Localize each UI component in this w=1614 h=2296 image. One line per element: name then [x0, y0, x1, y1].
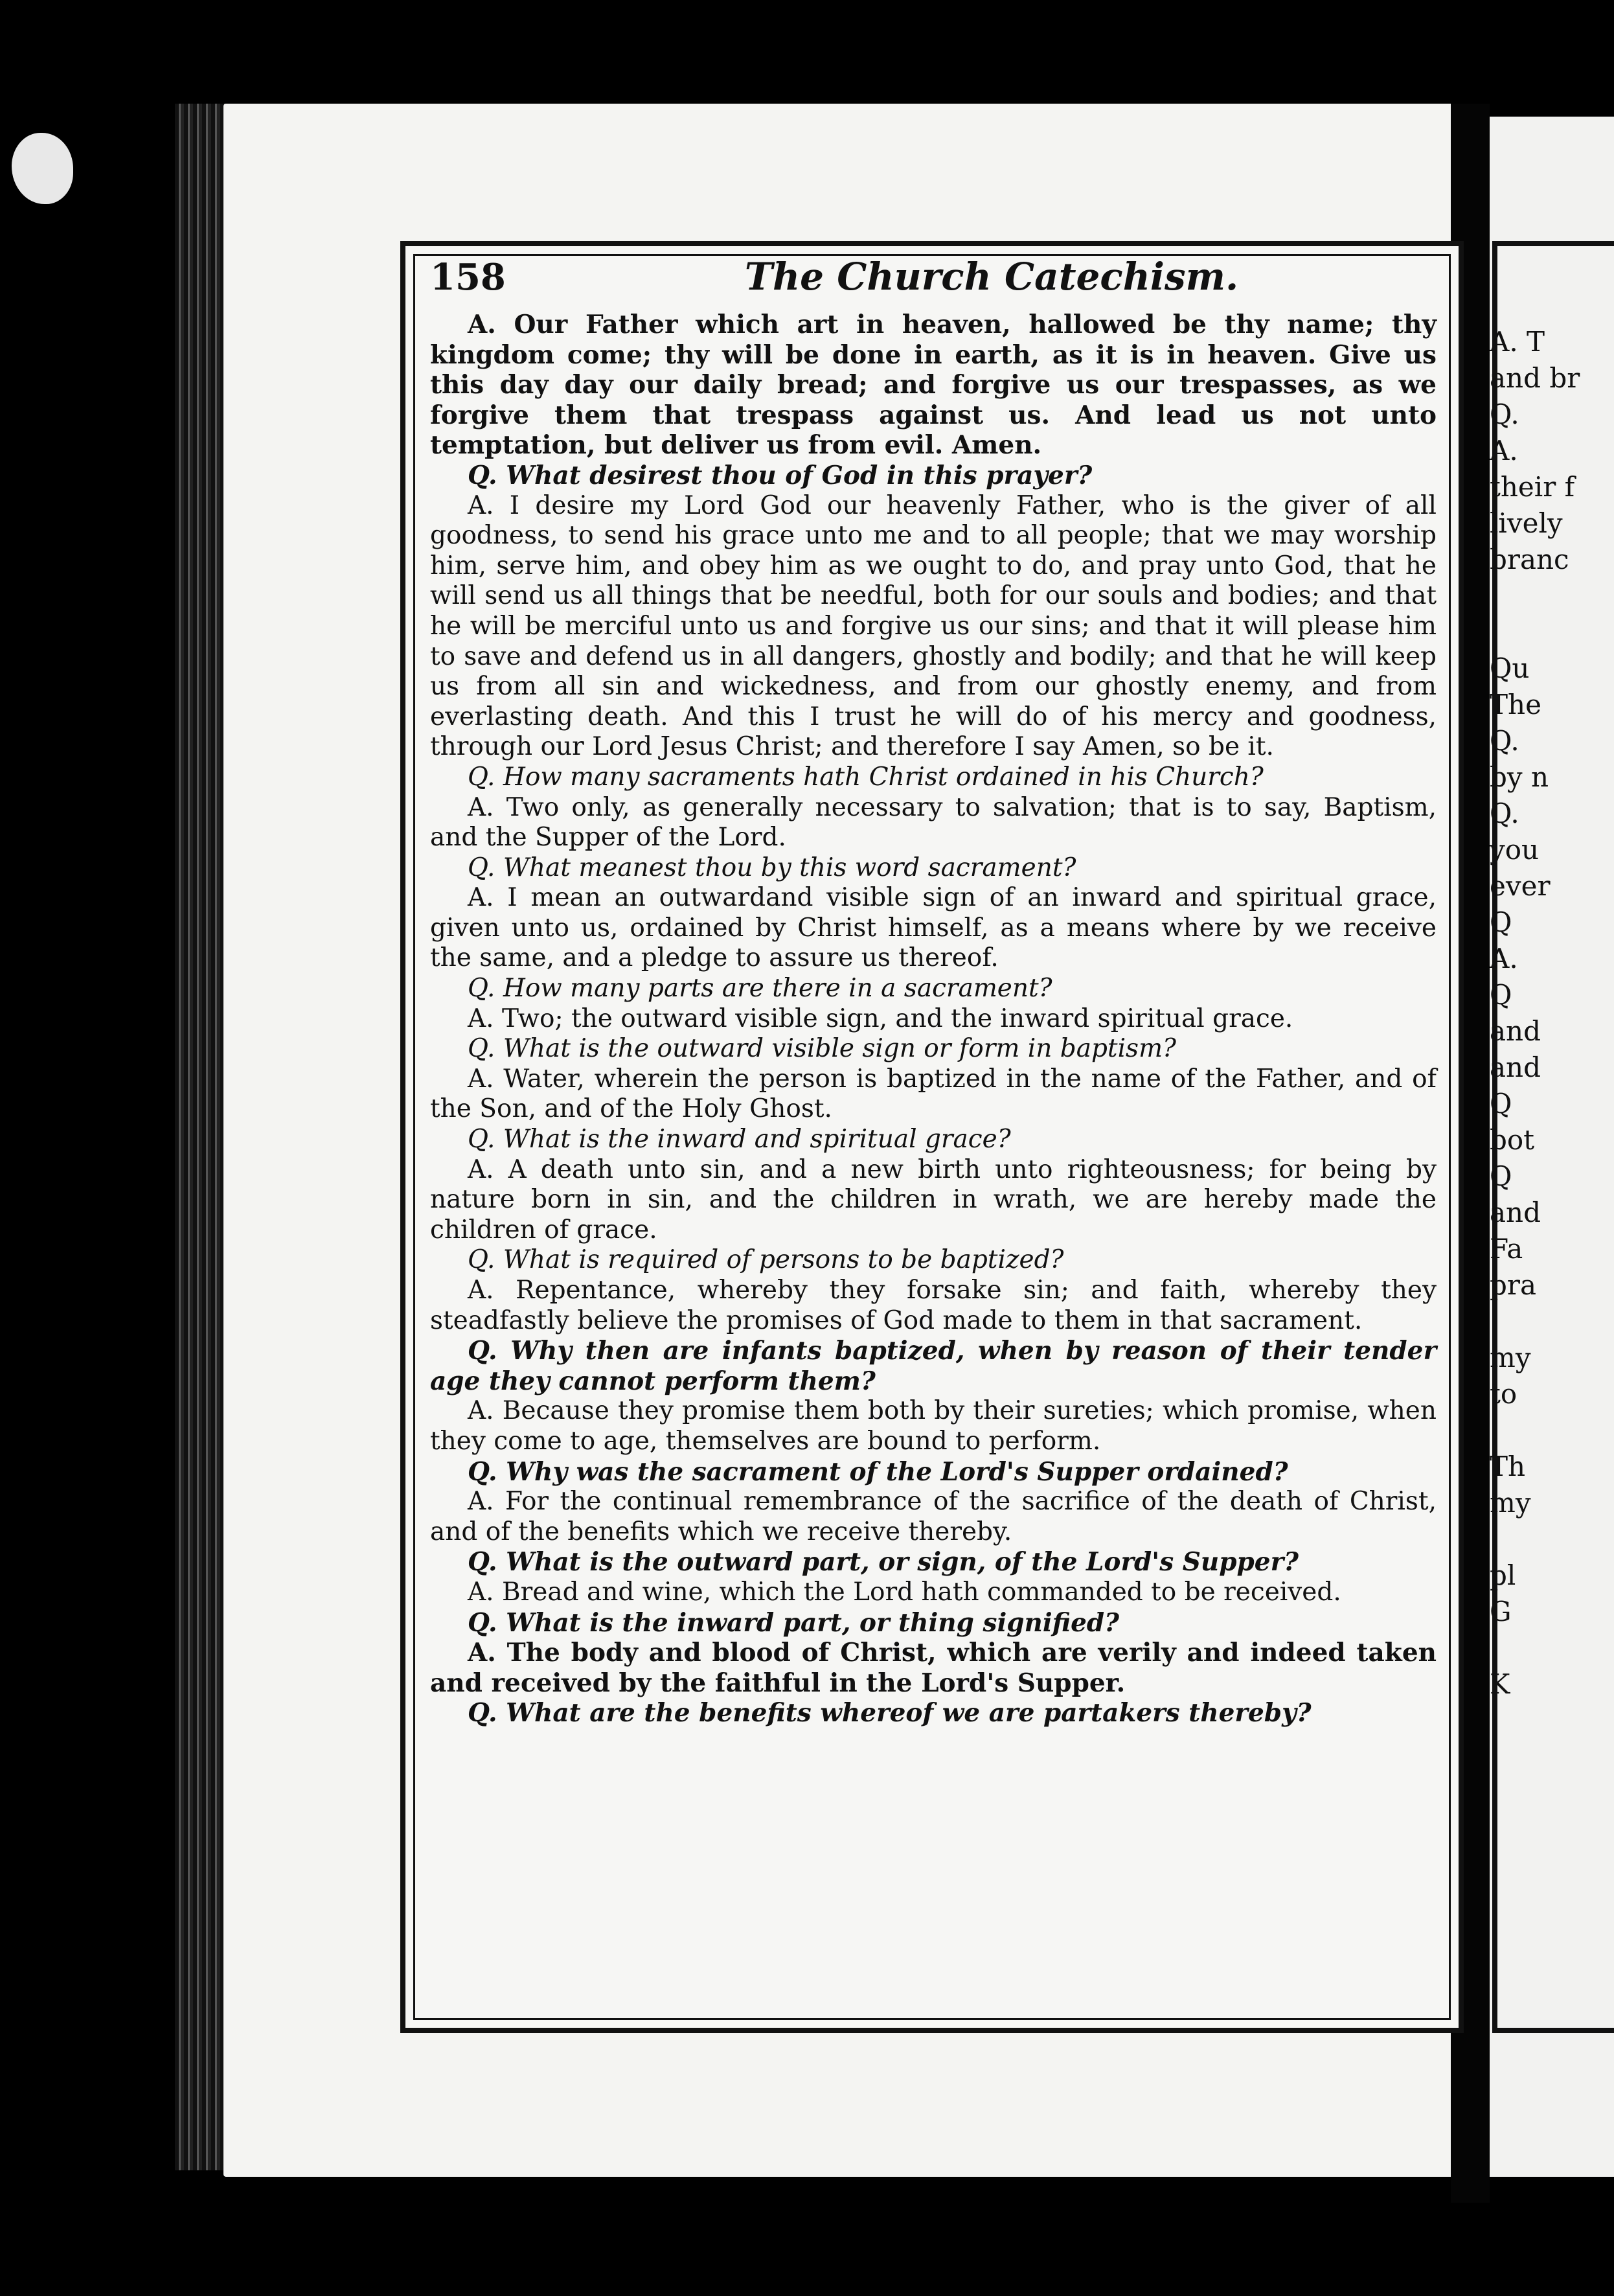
facing-page-text: A. T and br Q. A. their f lively branc Qu The Q. by n Q. you ever Q A. Q and and Q bot Q and Fa pra my to Th my pl G K [1490, 326, 1580, 1700]
answer-paragraph: A. I mean an outwardand visible sign of an inward and spiritual grace, given unto us, ordained by Christ himself, as a means where by we receive the same, and a pledge to assure us thereof. [430, 883, 1437, 973]
running-title: The Church Catechism. [744, 255, 1239, 299]
page-number: 158 [430, 256, 506, 299]
question-paragraph: Q. What is required of persons to be baptized? [468, 1245, 1064, 1275]
answer-paragraph: A. For the continual remembrance of the sacrifice of the death of Christ, and of the benefits which we receive thereby. [430, 1487, 1437, 1546]
answer-paragraph: A. Two only, as generally necessary to salvation; that is to say, Baptism, and the Supper of the Lord. [430, 792, 1437, 853]
question-paragraph: Q. What is the outward part, or sign, of the Lord's Supper? [468, 1547, 1299, 1578]
question-paragraph: Q. What is the outward visible sign or form in baptism? [468, 1034, 1176, 1064]
answer-paragraph: A. I desire my Lord God our heavenly Father, who is the giver of all goodness, to send his grace unto me and to all people; that we may worship him, serve him, and obey him as we ought to do, and pray unto God, that he will send us all things that be needful, both for our souls and bodies; and that he will be merciful unto us and forgive us our sins; and that it will please him to save and defend us in all dangers, ghostly and bodily; and that he will keep us from all sin and wickedness, and from our ghostly enemy, and from everlasting death. And this I trust he will do of his mercy and goodness, through our Lord Jesus Christ; and therefore I say Amen, so be it. [430, 490, 1437, 762]
question-paragraph: Q. What meanest thou by this word sacrament? [468, 853, 1076, 882]
answer-paragraph: A. The body and blood of Christ, which are verily and indeed taken and received by the faithful in the Lord's Supper. [430, 1638, 1437, 1698]
question-paragraph: Q. What is the inward and spiritual grace? [468, 1125, 1011, 1154]
page-speck [12, 133, 73, 204]
answer-paragraph: A. A death unto sin, and a new birth unto righteousness; for being by nature born in sin, and the children in wrath, we are hereby made the children of grace. [430, 1154, 1437, 1245]
question-paragraph: Q. What is the inward part, or thing signified? [468, 1607, 1120, 1638]
question-paragraph: Q. Why was the sacrament of the Lord's Supper ordained? [468, 1456, 1288, 1487]
answer-paragraph: A. Water, wherein the person is baptized in the name of the Father, and of the Son, and of the Holy Ghost. [430, 1064, 1437, 1124]
question-paragraph: Q. How many sacraments hath Christ ordained in his Church? [468, 762, 1264, 792]
page-header [430, 255, 1437, 303]
page-border-frame [400, 241, 1464, 2033]
question-paragraph: Q. What are the benefits whereof we are partakers thereby? [468, 1698, 1312, 1728]
question-paragraph: Q. Why then are infants baptized, when by reason of their tender age they cannot perform them? [430, 1336, 1437, 1396]
catechism-text-block [430, 255, 1437, 2002]
answer-paragraph: A. Repentance, whereby they forsake sin; and faith, whereby they steadfastly believe the promises of God made to them in that sacrament. [430, 1276, 1437, 1335]
question-paragraph: Q. How many parts are there in a sacrament? [468, 974, 1052, 1004]
answer-paragraph: A. Bread and wine, which the Lord hath commanded to be received. [468, 1577, 1341, 1607]
answer-paragraph: A. Our Father which art in heaven, hallowed be thy name; thy kingdom come; thy will be done in earth, as it is in heaven. Give us this day day our daily bread; and forgive us our trespasses, as we forgive them that trespass against us. And lead us not unto temptation, but deliver us from evil. Amen. [430, 310, 1437, 461]
answer-paragraph: A. Because they promise them both by their sureties; which promise, when they come to age, themselves are bound to perform. [430, 1396, 1437, 1456]
answer-paragraph: A. Two; the outward visible sign, and the inward spiritual grace. [468, 1004, 1293, 1033]
question-paragraph: Q. What desirest thou of God in this prayer? [468, 460, 1093, 490]
